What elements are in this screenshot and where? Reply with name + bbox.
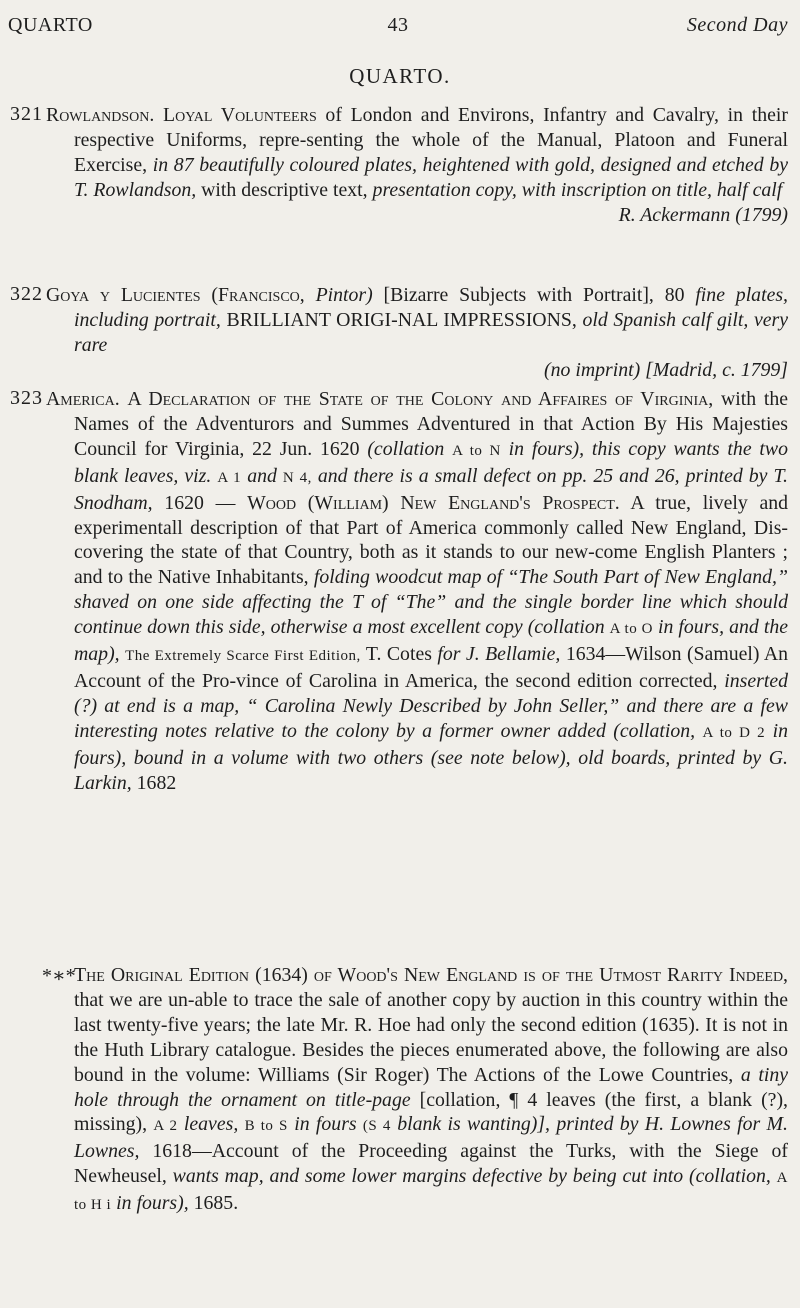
entry-text [46, 103, 788, 228]
entry-condition-3: in fours, and the map), [74, 616, 788, 666]
entry-binding: old Spanish calf gilt, very rare [74, 308, 788, 356]
note-signature: B to S [244, 1118, 288, 1135]
entry-signature: A to D 2 [702, 724, 766, 741]
note-collation: [collation, ¶ 4 leaves (the first, a blank (?), missing), [74, 1088, 788, 1136]
entry-body: of London and Environs, Infantry and Cavalry, in their respective Uniforms, repre-senting the whole of the Manual, Platoon and Funeral Exercise, [74, 104, 788, 176]
entry-author: America. [46, 388, 120, 410]
entry-signature: A to O [609, 621, 653, 638]
entry-publisher: for J. Bellamie, [437, 643, 561, 666]
entry-body-2: [Bizarre Subjects with Portrait], 80 [383, 284, 685, 306]
note-condition-3: in fours), [116, 1192, 189, 1215]
note-signature: A to H i [74, 1170, 788, 1214]
entry-title: Loyal Volunteers [163, 104, 317, 126]
note-signature: (S 4 [362, 1118, 391, 1135]
lot-number: 322 [10, 283, 43, 305]
note-heading: The Original Edition (1634) of Wood's New England is of the Utmost Rarity Indeed, [74, 964, 788, 986]
entry-author-2: Wood (William) [247, 491, 389, 514]
page-number: 43 [387, 14, 409, 36]
entry-imprint: (no imprint) [Madrid, c. 1799] [544, 358, 788, 381]
entry-date: 1620 — [164, 491, 236, 514]
entry-text [46, 387, 789, 796]
entry-body-2: with descriptive text, [201, 178, 368, 201]
entry-edition: The Extremely Scarce First Edition, [125, 648, 361, 665]
entry-printer: T. Cotes [365, 643, 432, 666]
catalogue-entry-322 [0, 283, 800, 383]
entry-date-2: 1682 [136, 771, 177, 794]
note-text [74, 963, 788, 1218]
entry-caps: BRILLIANT ORIGI-NAL IMPRESSIONS, [226, 308, 577, 331]
entry-title: A Declaration of the State of the Colony and Affaires of Virginia, [127, 388, 714, 410]
note-condition-2: wants map, and some lower margins defective by being cut into (collation, [172, 1165, 771, 1188]
catalogue-entry-323 [0, 387, 800, 796]
note-body-text-2: 1618—Account of the Proceeding against the Turks, with the Siege of Newheusel, [74, 1140, 788, 1188]
running-head [8, 14, 788, 44]
entry-body-2: A true, lively and experimentall description of that Part of America commonly called New England, Dis-covering the state of that Country, both as it stands to our new-come English Planters ; and to the Native Inhabitants, [74, 491, 789, 589]
entry-condition: and [247, 464, 277, 487]
note-condition: leaves, [183, 1113, 239, 1136]
note-condition: a tiny hole through the ornament on title-page [74, 1063, 789, 1111]
entry-signature: A to N [452, 442, 501, 459]
entry-condition: in fours), this copy wants the two blank leaves, viz. [74, 437, 788, 487]
entry-description: fine plates, including portrait, [74, 284, 788, 331]
entry-condition-4: inserted (?) at end is a map, “ Carolina Newly Described by John Seller,” and there are a few interesting notes relative to the colony by a former owner added (collation, [74, 669, 789, 742]
entry-signature: N 4, [282, 469, 312, 486]
entry-condition: and there is a small defect on pp. 25 and 26, printed by T. Snodham, [74, 464, 788, 514]
entry-binding: in fours), bound in a volume with two others (see note below), old boards, printed by G. Larkin, [74, 719, 788, 794]
entry-text [46, 283, 788, 383]
note-date: 1685. [193, 1192, 239, 1215]
asterism-icon: *∗* [42, 965, 76, 987]
entry-collation: (collation [367, 437, 445, 460]
lot-number: 321 [10, 103, 43, 125]
note-condition: in fours [294, 1113, 357, 1136]
running-head-right: Second Day [686, 14, 788, 36]
entry-description: in 87 beautifully coloured plates, heightened with gold, designed and etched by T. Rowlandson, [74, 153, 788, 201]
entry-title-2: New England's Prospect. [400, 491, 620, 514]
entry-binding: presentation copy, with inscription on title, half calf [372, 178, 783, 201]
entry-signature: A 1 [217, 469, 242, 486]
running-head-left: QUARTO [8, 14, 93, 36]
note-signature: A 2 [153, 1118, 178, 1135]
section-title: QUARTO. [349, 64, 451, 88]
bibliographic-note [0, 963, 800, 1218]
entry-author: Rowlandson. [46, 104, 155, 126]
entry-body-3: 1634—Wilson (Samuel) An Account of the Pro-vince of Carolina in America, the second edition corrected, [74, 643, 788, 692]
entry-imprint: R. Ackermann (1799) [618, 203, 788, 226]
note-body [0, 963, 800, 1218]
note-body-text: that we are un-able to trace the sale of another copy by auction in this country within the last twenty-five years; the late Mr. R. Hoe had only the second edition (1635). It is not in the Huth Library catalogue. Besides the pieces enumerated above, the following are also bound in the volume: Williams (Sir Roger) The Actions of the Lowe Countries, [74, 988, 788, 1086]
note-imprint: blank is wanting)], printed by H. Lownes for M. Lownes, [74, 1113, 788, 1163]
entry-condition-2: folding woodcut map of “The South Part of New England,” shaved on one side affecting the T of “The” and the single border line which should continue down this side, otherwise a most excellent copy (collation [74, 566, 788, 639]
catalogue-entry-321 [0, 103, 800, 228]
entry-body: with the Names of the Adventurors and Summes Adventured in that Action By His Majesties Council for Virginia, 22 Jun. 1620 [74, 388, 788, 460]
entry-body: (Francisco, [211, 284, 305, 306]
entry-author: Goya y Lucientes [46, 284, 201, 306]
entry-pintor: Pintor) [315, 284, 373, 306]
lot-number: 323 [10, 387, 43, 409]
